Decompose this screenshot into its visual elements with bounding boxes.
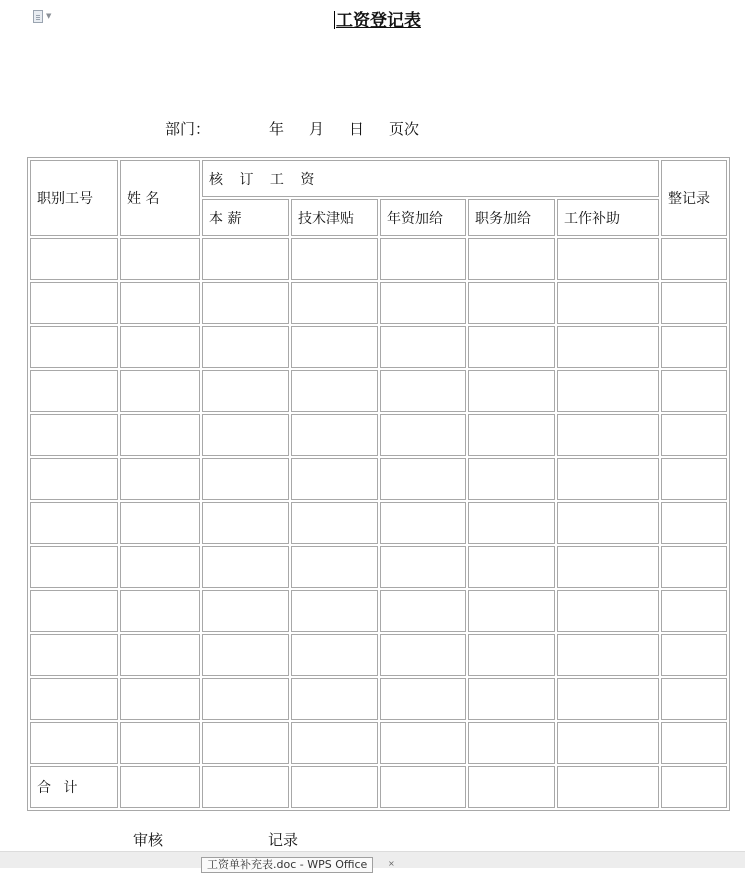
table-cell[interactable]	[202, 766, 289, 808]
text-cursor	[334, 11, 335, 29]
header-position-bonus: 职务加给	[468, 199, 555, 236]
table-cell[interactable]	[380, 282, 466, 324]
table-cell[interactable]	[120, 238, 200, 280]
table-cell[interactable]	[557, 722, 659, 764]
table-cell[interactable]	[380, 722, 466, 764]
table-cell[interactable]	[661, 678, 727, 720]
record-label: 记录	[268, 831, 299, 849]
table-cell[interactable]	[30, 722, 118, 764]
table-cell[interactable]	[30, 414, 118, 456]
table-cell[interactable]	[202, 722, 289, 764]
table-cell[interactable]	[557, 546, 659, 588]
table-cell[interactable]	[120, 766, 200, 808]
table-cell[interactable]	[661, 722, 727, 764]
review-label: 审核	[133, 831, 164, 849]
table-row	[30, 370, 727, 412]
table-cell[interactable]	[468, 634, 555, 676]
table-cell[interactable]	[30, 678, 118, 720]
table-cell[interactable]	[291, 546, 378, 588]
table-cell[interactable]	[557, 370, 659, 412]
table-cell[interactable]	[30, 458, 118, 500]
document-title	[0, 6, 745, 31]
taskbar	[0, 851, 745, 871]
table-cell[interactable]	[468, 678, 555, 720]
table-row	[30, 502, 727, 544]
table-cell[interactable]	[468, 546, 555, 588]
table-cell[interactable]	[557, 590, 659, 632]
table-row	[30, 458, 727, 500]
table-cell[interactable]	[202, 634, 289, 676]
table-cell[interactable]	[380, 414, 466, 456]
chevron-down-icon: ▼	[46, 11, 52, 20]
table-cell[interactable]	[202, 370, 289, 412]
table-row	[30, 282, 727, 324]
table-cell[interactable]	[661, 458, 727, 500]
table-cell[interactable]	[291, 590, 378, 632]
table-cell[interactable]	[380, 678, 466, 720]
table-cell[interactable]	[557, 326, 659, 368]
table-cell[interactable]	[661, 546, 727, 588]
table-cell[interactable]	[468, 590, 555, 632]
table-cell[interactable]	[30, 326, 118, 368]
table-cell[interactable]	[291, 238, 378, 280]
table-cell[interactable]	[557, 678, 659, 720]
table-cell[interactable]	[202, 458, 289, 500]
table-cell[interactable]	[120, 414, 200, 456]
header-name: 姓 名	[120, 160, 200, 236]
table-cell[interactable]	[30, 282, 118, 324]
table-cell[interactable]	[291, 766, 378, 808]
header-seniority-bonus: 年资加给	[380, 199, 466, 236]
table-cell[interactable]	[468, 766, 555, 808]
table-cell[interactable]	[557, 502, 659, 544]
table-cell[interactable]	[661, 370, 727, 412]
taskbar-document-tab[interactable]: 工资单补充表.doc - WPS Office	[201, 857, 373, 873]
table-cell[interactable]	[661, 590, 727, 632]
table-cell[interactable]	[661, 766, 727, 808]
table-row	[30, 634, 727, 676]
table-cell[interactable]	[380, 590, 466, 632]
table-cell[interactable]	[380, 546, 466, 588]
table-cell[interactable]	[202, 678, 289, 720]
table-cell[interactable]	[291, 678, 378, 720]
header-base-salary: 本 薪	[202, 199, 289, 236]
table-cell[interactable]	[30, 238, 118, 280]
table-cell[interactable]	[468, 722, 555, 764]
table-cell[interactable]	[661, 238, 727, 280]
department-label: 部门：	[165, 120, 211, 138]
table-cell[interactable]	[120, 634, 200, 676]
table-cell[interactable]	[291, 414, 378, 456]
table-cell[interactable]	[30, 590, 118, 632]
table-cell[interactable]	[468, 326, 555, 368]
table-row	[30, 326, 727, 368]
table-cell[interactable]	[120, 590, 200, 632]
table-cell[interactable]	[30, 370, 118, 412]
table-cell[interactable]	[380, 502, 466, 544]
table-cell[interactable]	[557, 238, 659, 280]
table-cell[interactable]	[120, 326, 200, 368]
table-cell[interactable]	[120, 502, 200, 544]
table-cell[interactable]	[468, 282, 555, 324]
document-title-text: 工资登记表	[336, 11, 421, 31]
table-cell[interactable]	[661, 326, 727, 368]
year-label: 年	[269, 120, 285, 138]
table-cell[interactable]	[291, 722, 378, 764]
table-cell[interactable]	[30, 502, 118, 544]
table-cell[interactable]	[291, 634, 378, 676]
table-row	[30, 238, 727, 280]
table-cell[interactable]	[30, 634, 118, 676]
table-cell[interactable]	[468, 238, 555, 280]
table-cell[interactable]	[120, 282, 200, 324]
table-cell[interactable]	[380, 370, 466, 412]
table-cell[interactable]	[468, 370, 555, 412]
table-cell[interactable]	[380, 766, 466, 808]
header-row	[30, 160, 727, 197]
table-cell[interactable]	[120, 678, 200, 720]
table-cell[interactable]	[291, 326, 378, 368]
table-cell[interactable]	[468, 458, 555, 500]
table-cell[interactable]	[661, 414, 727, 456]
table-cell[interactable]	[202, 590, 289, 632]
table-cell[interactable]	[202, 282, 289, 324]
header-approved-wage: 核 订 工 资	[202, 160, 659, 197]
table-cell[interactable]	[557, 282, 659, 324]
table-row	[30, 546, 727, 588]
page-label: 页次	[389, 120, 420, 138]
table-cell[interactable]	[120, 458, 200, 500]
table-cell[interactable]	[380, 634, 466, 676]
total-label: 合 计	[30, 766, 118, 808]
close-icon[interactable]: ×	[388, 859, 395, 868]
table-cell[interactable]	[202, 502, 289, 544]
table-cell[interactable]	[557, 634, 659, 676]
table-cell[interactable]	[380, 458, 466, 500]
header-employee-id: 职别工号	[30, 160, 118, 236]
table-cell[interactable]	[291, 458, 378, 500]
header-technical-allowance: 技术津贴	[291, 199, 378, 236]
table-row	[30, 414, 727, 456]
table-cell[interactable]	[291, 370, 378, 412]
table-row	[30, 722, 727, 764]
table-cell[interactable]	[291, 502, 378, 544]
header-work-subsidy: 工作补助	[557, 199, 659, 236]
total-row	[30, 766, 727, 808]
table-cell[interactable]	[557, 766, 659, 808]
table-cell[interactable]	[120, 370, 200, 412]
table-row	[30, 590, 727, 632]
table-cell[interactable]	[202, 238, 289, 280]
table-cell[interactable]	[468, 502, 555, 544]
wage-register-table	[27, 157, 730, 811]
table-cell[interactable]	[202, 414, 289, 456]
day-label: 日	[349, 120, 365, 138]
table-cell[interactable]	[291, 282, 378, 324]
table-cell[interactable]	[661, 282, 727, 324]
table-cell[interactable]	[661, 634, 727, 676]
table-cell[interactable]	[120, 722, 200, 764]
table-cell[interactable]	[202, 546, 289, 588]
table-cell[interactable]	[661, 502, 727, 544]
table-cell[interactable]	[202, 326, 289, 368]
table-cell[interactable]	[30, 546, 118, 588]
header-adjustment-record: 整记录	[661, 160, 727, 236]
table-cell[interactable]	[120, 546, 200, 588]
month-label: 月	[309, 120, 325, 138]
table-cell[interactable]	[557, 414, 659, 456]
table-cell[interactable]	[468, 414, 555, 456]
table-cell[interactable]	[380, 238, 466, 280]
table-cell[interactable]	[557, 458, 659, 500]
table-cell[interactable]	[380, 326, 466, 368]
table-row	[30, 678, 727, 720]
